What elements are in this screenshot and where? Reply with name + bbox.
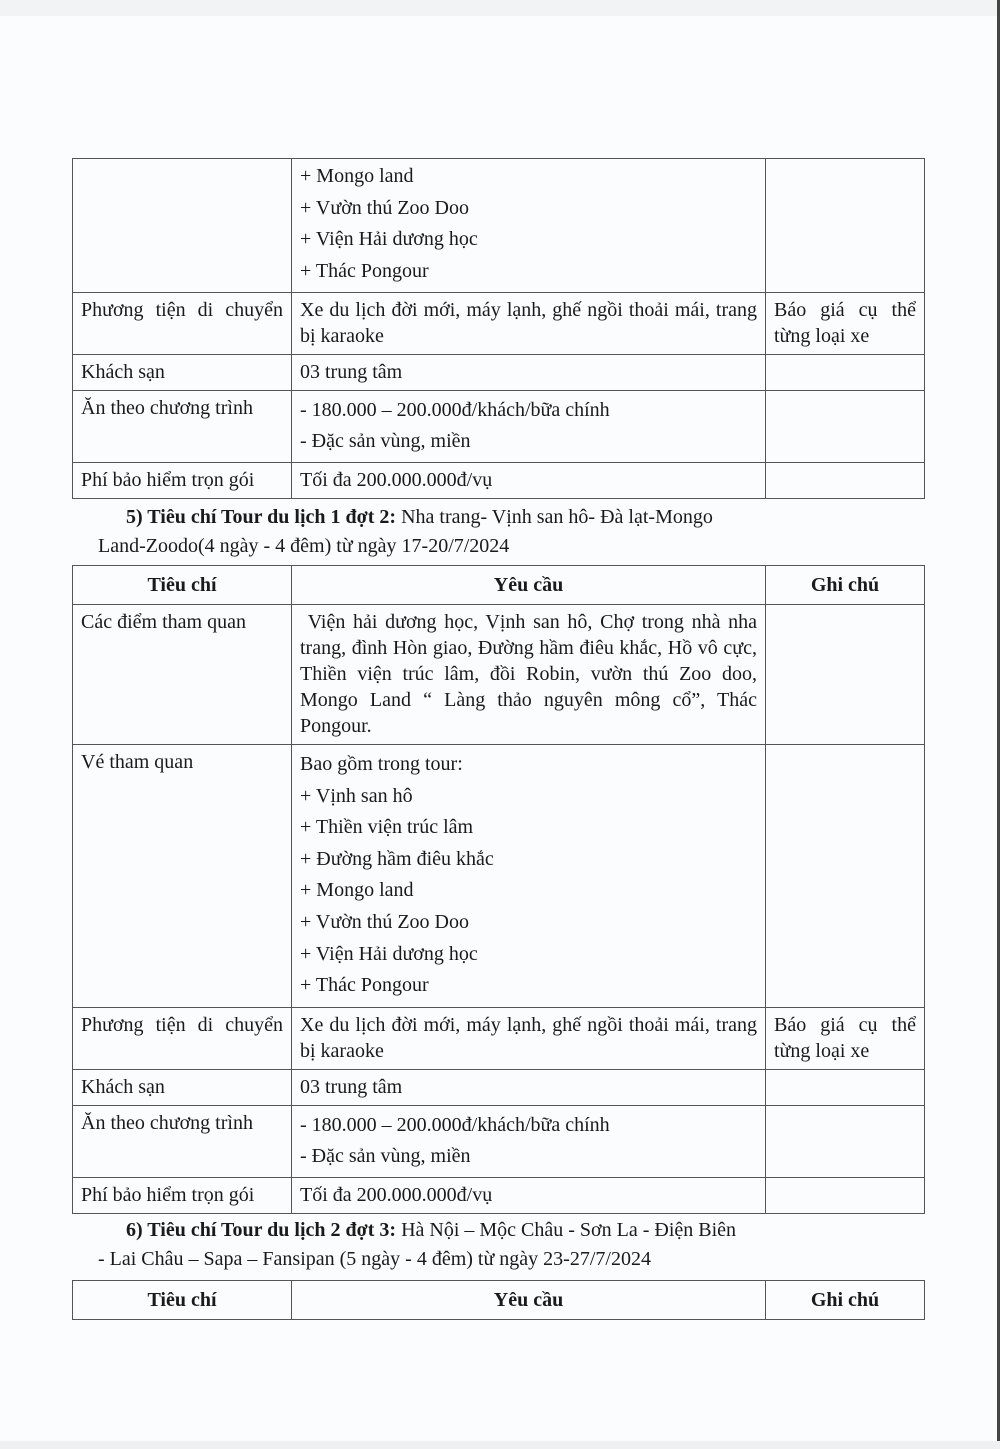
table-row [73,1069,925,1105]
note-cell [766,1105,925,1177]
list-item: + Đường hầm điêu khắc [300,847,494,870]
criterion-cell: Các điểm tham quan [73,605,292,745]
requirement-cell: Tối đa 200.000.000đ/vụ [292,463,766,499]
list-item: + Mongo land [300,879,414,902]
table-header-row [73,1281,925,1320]
note-cell [766,463,925,499]
criterion-text: Phương tiện di chuyển [81,1013,283,1036]
criterion-cell [73,293,292,355]
requirement-cell [292,745,766,1008]
list-item: - 180.000 – 200.000đ/khách/bữa chính [300,399,610,422]
list-item: + Vịnh san hô [300,784,413,807]
section-5-title-line1: Nha trang- Vịnh san hô- Đà lạt-Mongo [396,506,713,528]
table-row [73,293,925,355]
table-row [73,745,925,1008]
header-note: Ghi chú [766,1281,925,1320]
criterion-cell: Ăn theo chương trình [73,1105,292,1177]
list-item: + Mongo land [300,165,414,187]
table-row [73,1177,925,1213]
section-6-heading [98,1216,896,1274]
note-cell: Báo giá cụ thể từng loại xe [766,293,925,355]
header-requirement: Yêu cầu [292,566,766,605]
header-criterion: Tiêu chí [73,566,292,605]
requirement-cell: Xe du lịch đời mới, máy lạnh, ghế ngồi thoải mái, trang bị karaoke [292,293,766,355]
section-6-title-line1: Hà Nội – Mộc Châu - Sơn La - Điện Biên [396,1219,737,1241]
table-row [73,605,925,745]
list-item: - Đặc sản vùng, miền [300,1144,471,1167]
criterion-cell: Phí bảo hiểm trọn gói [73,463,292,499]
note-cell [766,605,925,745]
list-item: + Vườn thú Zoo Doo [300,196,469,219]
section-6-title-line2: - Lai Châu – Sapa – Fansipan (5 ngày - 4 đêm) từ ngày 23-27/7/2024 [98,1248,651,1270]
list-item: + Viện Hải dương học [300,942,478,965]
criterion-cell: Khách sạn [73,1069,292,1105]
note-cell: Báo giá cụ thể từng loại xe [766,1007,925,1069]
criterion-cell [73,1007,292,1069]
note-cell [766,355,925,391]
requirement-cell [292,1105,766,1177]
criterion-cell: Phí bảo hiểm trọn gói [73,1177,292,1213]
criterion-cell: Ăn theo chương trình [73,391,292,463]
section-6-criteria-table [72,1280,925,1320]
requirement-cell: 03 trung tâm [292,355,766,391]
list-item: - Đặc sản vùng, miền [300,430,471,453]
list-item: - 180.000 – 200.000đ/khách/bữa chính [300,1113,610,1136]
criterion-cell: Vé tham quan [73,745,292,1008]
requirement-cell [292,159,766,293]
table-row [73,159,925,293]
scan-bottom-edge [0,1441,1000,1449]
note-cell [766,1177,925,1213]
criterion-cell [73,159,292,293]
section-5-title-bold: 5) Tiêu chí Tour du lịch 1 đợt 2: [126,506,397,528]
table-row [73,355,925,391]
header-criterion: Tiêu chí [73,1281,292,1320]
note-cell [766,391,925,463]
requirement-cell: Viện hải dương học, Vịnh san hô, Chợ trong nhà nha trang, đình Hòn giao, Đường hầm điêu khắc, Hồ vô cực, Thiền viện trúc lâm, đồi Robin, vườn thú Zoo doo, Mongo Land “ Làng thảo nguyên mông cổ”, Thác Pongour. [292,605,766,745]
list-item: + Thác Pongour [300,259,429,282]
requirement-cell: 03 trung tâm [292,1069,766,1105]
list-item: Bao gồm trong tour: [300,753,463,775]
header-note: Ghi chú [766,566,925,605]
header-requirement: Yêu cầu [292,1281,766,1320]
list-item: + Viện Hải dương học [300,228,478,251]
requirement-cell [292,391,766,463]
criterion-text: Phương tiện di chuyển [81,299,283,322]
table-row [73,1007,925,1069]
section-6-title-bold: 6) Tiêu chí Tour du lịch 2 đợt 3: [126,1219,397,1241]
table-row [73,463,925,499]
list-item: + Thiền viện trúc lâm [300,816,474,839]
note-cell [766,159,925,293]
table-row [73,1105,925,1177]
note-cell [766,745,925,1008]
note-cell [766,1069,925,1105]
scan-top-edge [0,0,1000,16]
criterion-cell: Khách sạn [73,355,292,391]
list-item: + Thác Pongour [300,974,429,997]
requirement-cell: Xe du lịch đời mới, máy lạnh, ghế ngồi thoải mái, trang bị karaoke [292,1007,766,1069]
section-5-title-line2: Land-Zoodo(4 ngày - 4 đêm) từ ngày 17-20/7/2024 [98,535,510,557]
criteria-table-continued [72,158,925,499]
requirement-cell: Tối đa 200.000.000đ/vụ [292,1177,766,1213]
table-header-row [73,566,925,605]
list-item: + Vườn thú Zoo Doo [300,910,469,933]
section-5-heading [98,503,896,561]
table-row [73,391,925,463]
section-5-criteria-table [72,565,925,1214]
